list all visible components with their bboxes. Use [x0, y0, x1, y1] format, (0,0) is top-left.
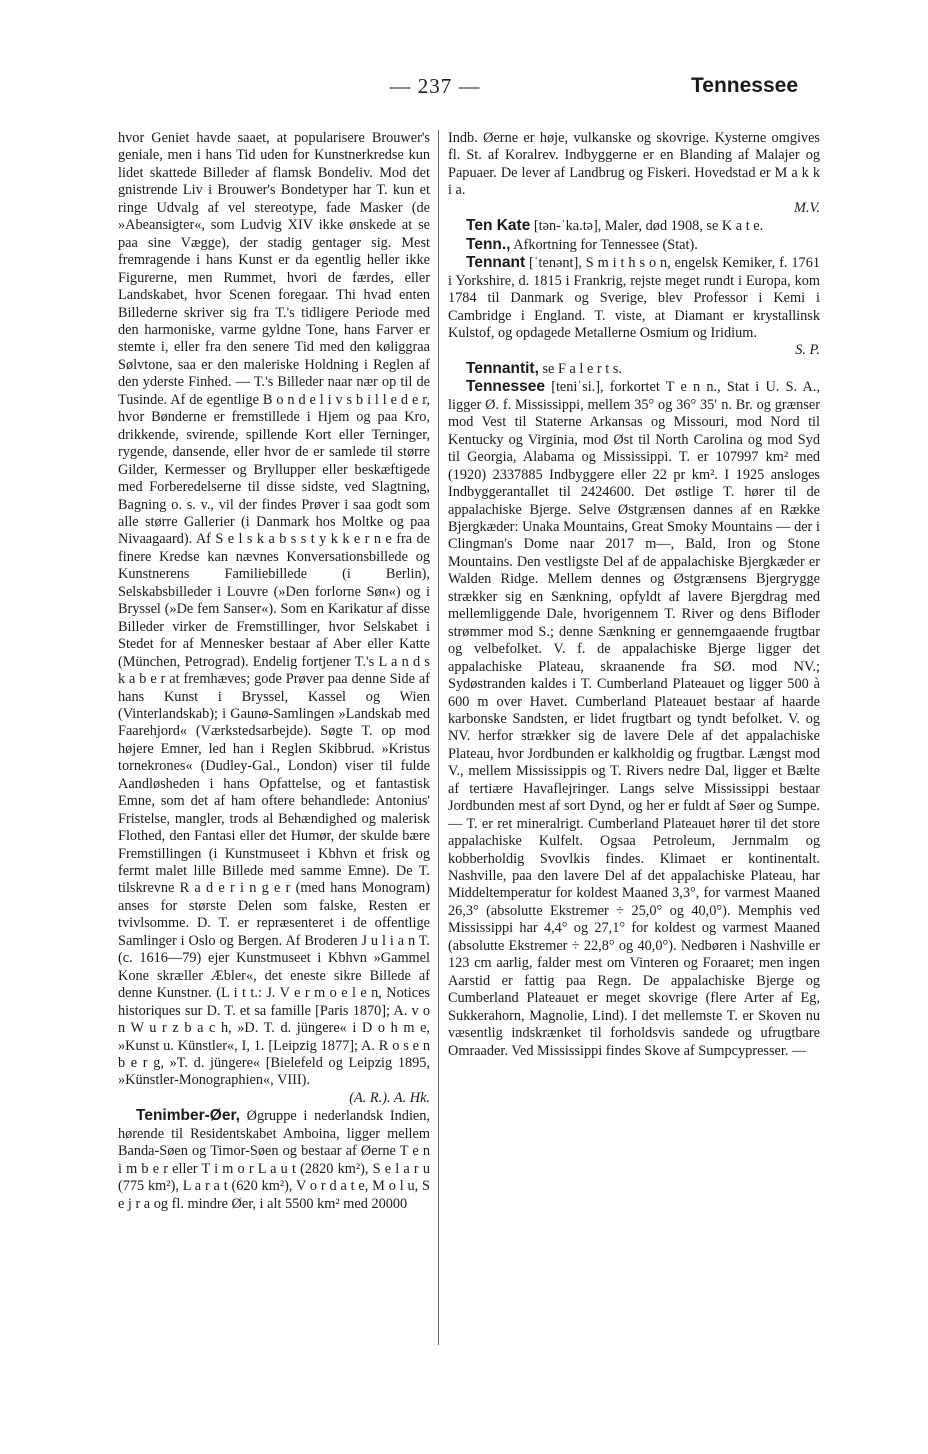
running-head: Tennessee: [691, 74, 798, 97]
headword: Tenimber-Øer,: [136, 1107, 240, 1125]
continuation-body: hvor Geniet havde saaet, at popularisere Brouwer's geniale, men i hans Tid uden for Kunstnerkredse kun lidet skattede Billeder af flamsk Bondeliv. Mod det gnistrende Liv i Brouwer's Bondetyper har T. kun et ringe Udvalg af vel stereotype, fade Masker (de »Abeansigter«, som Ludvig XIV ikke ønskede at se paa sine Vægge), der stadig gentager sig. Mest fremragende i hans Kunst er da egentlig heller ikke Figurerne, men Rummet, hvori de færdes, eller Landskabet, hvor Scenen foregaar. Thi hvad enten Billederne skriver sig fra T.'s tidligere Periode med den harmoniske, varme gyldne Tone, hans Farver er stemte i, eller fra den senere Tid med den køliggraa Sølvtone, saa er den maleriske Holdning i Reglen af den yderste Finhed. — T.'s Billeder naar nær op til de Tusinde. Af de egentlige B o n d e l i v s b i l l e d e r, hvor Bønderne er fremstillede i Hjem og paa Kro, drikkende, svirende, spillende Kort eller Terninger, rygende, dansende, eller hvor de er samlede til større Gilder, Kermesser og Bryllupper eller beskæftigede med Forberedelserne til disse sidste, ved Slagtning, Bagning o. s. v., vil der findes Prøver i saa godt som alle større Gallerier (i Danmark hos Moltke og paa Nivaagaard). Af S e l s k a b s s t y k k e r n e fra de finere Kredse kan nævnes Konversationsbillede og Kunstnerens Familiebillede (i Berlin), Selskabsbilleder i Louvre (»Den forlorne Søn«) og i Bryssel (»De fem Sanser«). Som en Karikatur af disse Billeder virker de Fremstillinger, hvor Selskabet i Stedet for af Mennesker bestaar af Aber eller Katte (München, Petrograd). Endelig fortjener T.'s L a n d s k a b e r at fremhæves; gode Prøver paa denne Side af hans Kunst i Bryssel, Kassel og Wien (Vinterlandskab); i Gaunø-Samlingen »Landskab med Faarehjord« (Værkstedsarbejde). Søgte T. op mod højere Emner, led han i Reglen Skibbrud. »Kristus tornekrones« (Dudley-Gal., London) viser til fulde Aandløsheden i hans Opfattelse, og et fantastisk Emne, som det af ham oftere behandlede: Antonius' Fristelse, mangler, trods al Behændighed og malerisk Flothed, den Fantasi eller det Humør, der skulde bære Fremstillingen (i Kunstmuseet i Kbhvn et frisk og fermt malet lille Billede med samme Emne). De T. tilskrevne R a d e r i n g e r (med hans Monogram) anses for største Delen som falske, Resten er tvivlsomme. D. T. er repræsenteret i de offentlige Samlinger i Oslo og Bergen. Af Broderen J u l i a n T. (c. 1616—79) ejer Kunstmuseet i Kbhvn »Gammel Kone skræller Æbler«, det eneste sikre Billede af denne Kunstner. (L i t t.: J. V e r m o e l e n, Notices historiques sur D. T. et sa famille [Paris 1870]; A. v o n W u r z b a c h, »D. T. d. jüngere« i D o h m e, »Kunst u. Künstler«, I, 1. [Leipzig 1877]; A. R o s e n b e r g, »T. d. jüngere« [Bielefeld og Leipzig 1895, »Künstler-Monographien«, VIII).: [118, 130, 430, 1089]
entry-tennant: [448, 254, 820, 360]
entry-tennessee: [448, 378, 820, 1060]
right-column: [448, 130, 820, 1350]
headword: Ten Kate: [466, 217, 531, 235]
entry-body: [ˈtenənt], S m i t h s o n, engelsk Kemiker, f. 1761 i Yorkshire, d. 1815 i Frankrig, rejste meget rundt i Europa, kom 1784 til Danmark og Sverige, blev Professor i Kemi i Cambridge i England. T. viste, at Diamant er krystallinsk Kulstof, og opdagede Metallerne Osmium og Iridium.: [448, 255, 820, 341]
headword: Tennessee: [466, 378, 545, 396]
entry-ten-kate: [448, 217, 820, 235]
entry-body: [teniˈsi.], forkortet T e n n., Stat i U. S. A., ligger Ø. f. Mississippi, mellem 35° og 36° 35′ n. Br. og grænser mod Vest til Staterne Arkansas og Missouri, mod Nord til Kentucky og Virginia, mod Øst til North Carolina og mod Syd til Georgia, Alabama og Mississippi. T. er 107997 km² med (1920) 2337885 Indbyggere eller 22 pr km². I 1925 ansloges Indbyggerantallet til 2424600. Det østlige T. hører til de appalachiske Bjerge. Selve Østgrænsen dannes af en Række Bjergkæder: Unaka Mountains, Great Smoky Mountains — der i Clingman's Dome naar 2017 m—, Bald, Iron og Stone Mountains. Den vestligste Del af de appalachiske Bjergkæder er Walden Ridge. Mellem dennes og Østgrænsens Bjergrygge strækker sig en Sænkning, opfyldt af lavere Bjergdrag med mellemliggende Dale, hvorigennem T. River og dens Bifloder strømmer mod S.; denne Sænkning er gennemgaaende frugtbar og velbefolket. V. f. de appalachiske Bjerge ligger det appalachiske Plateau, skraanende fra SØ. mod NV.; Sydøstranden kaldes i T. Cumberland Plateauet og ligger 500 à 600 m over Havet. Cumberland Plateauet bestaar af haarde karbonske Sandsten, er lidet frugtbart og tyndt befolket. V. og NV. herfor strækker sig de lavere Dele af det appalachiske Plateau, hvor Jordbunden er kalkholdig og frugtbar. Længst mod V., mellem Mississippis og T. Rivers nedre Dal, ligger et Bælte af tertiære Havaflejringer. Langs selve Mississippi bestaar Jordbunden mest af sort Dynd, og her er fuldt af Søer og Sumpe. — T. er ret mineralrigt. Cumberland Plateauet hører til det store appalachiske Kulfelt. Ogsaa Petroleum, Jernmalm og kobberholdig Svovlkis findes. Klimaet er kontinentalt. Nashville, paa den lavere Del af det appalachiske Plateau, har Middeltemperatur for koldest Maaned 3,3°, for varmest Maaned 26,3° (absolutte Ekstremer ÷ 25,0° og 40,0°). Memphis ved Mississippi har 4,4° og 27,1° for koldest og varmest Maaned (absolutte Ekstremer ÷ 22,8° og 40,0°). Nedbøren i Nashville er 123 cm aarlig, falder mest om Vinteren og Foraaret; men ingen Aarstid er fattig paa Regn. De appalachiske Bjerge og Cumberland Plateauet er meget skovrige (flere Arter af Eg, Sukkerahorn, Magnolie, Lind). I det mellemste T. er Skoven nu væsentlig indskrænket til forholdsvis sandede og ufrugtbare Omraader. Ved Mississippi findes Skove af Sumpcypresser. —: [448, 379, 820, 1059]
entry-tennantit: [448, 360, 820, 378]
headword: Tenn.,: [466, 235, 511, 253]
headword: Tennantit,: [466, 359, 539, 377]
page-number: — 237 —: [389, 74, 481, 98]
entry-body: Øgruppe i nederlandsk Indien, hørende til Residentskabet Amboina, ligger mellem Banda-Søen og Timor-Søen og bestaar af Øerne T e n i m b e r eller T i m o r L a u t (2820 km²), S e l a r u (775 km²), L a r a t (620 km²), V o r d a t e, M o l u, S e j r a og fl. mindre Øer, i alt 5500 km² med 20000: [118, 1108, 430, 1212]
entry-continuation-text: [118, 130, 430, 1107]
entry-body: se F a l e r t s.: [538, 360, 622, 377]
entry-tenn: [448, 236, 820, 254]
left-column: [118, 130, 430, 1350]
author-signature: (A. R.). A. Hk.: [349, 1089, 430, 1106]
entry-body: Afkortning for Tennessee (Stat).: [510, 236, 698, 253]
continuation-body: Indb. Øerne er høje, vulkanske og skovrige. Kysterne omgives fl. St. af Koralrev. Indbyggerne er en Blanding af Malajer og Papuaer. De lever af Landbrug og Fiskeri. Hovedstad er M a k k i a.: [448, 130, 820, 199]
entry-continuation-text: [448, 130, 820, 217]
entry-body: [tən-ˈka.tə], Maler, død 1908, se K a t e.: [530, 218, 764, 235]
author-signature: M.V.: [794, 199, 820, 216]
column-divider: [438, 130, 439, 1345]
headword: Tennant: [466, 254, 526, 272]
author-signature: S. P.: [795, 342, 820, 359]
entry-tenimber-oer: [118, 1107, 430, 1213]
